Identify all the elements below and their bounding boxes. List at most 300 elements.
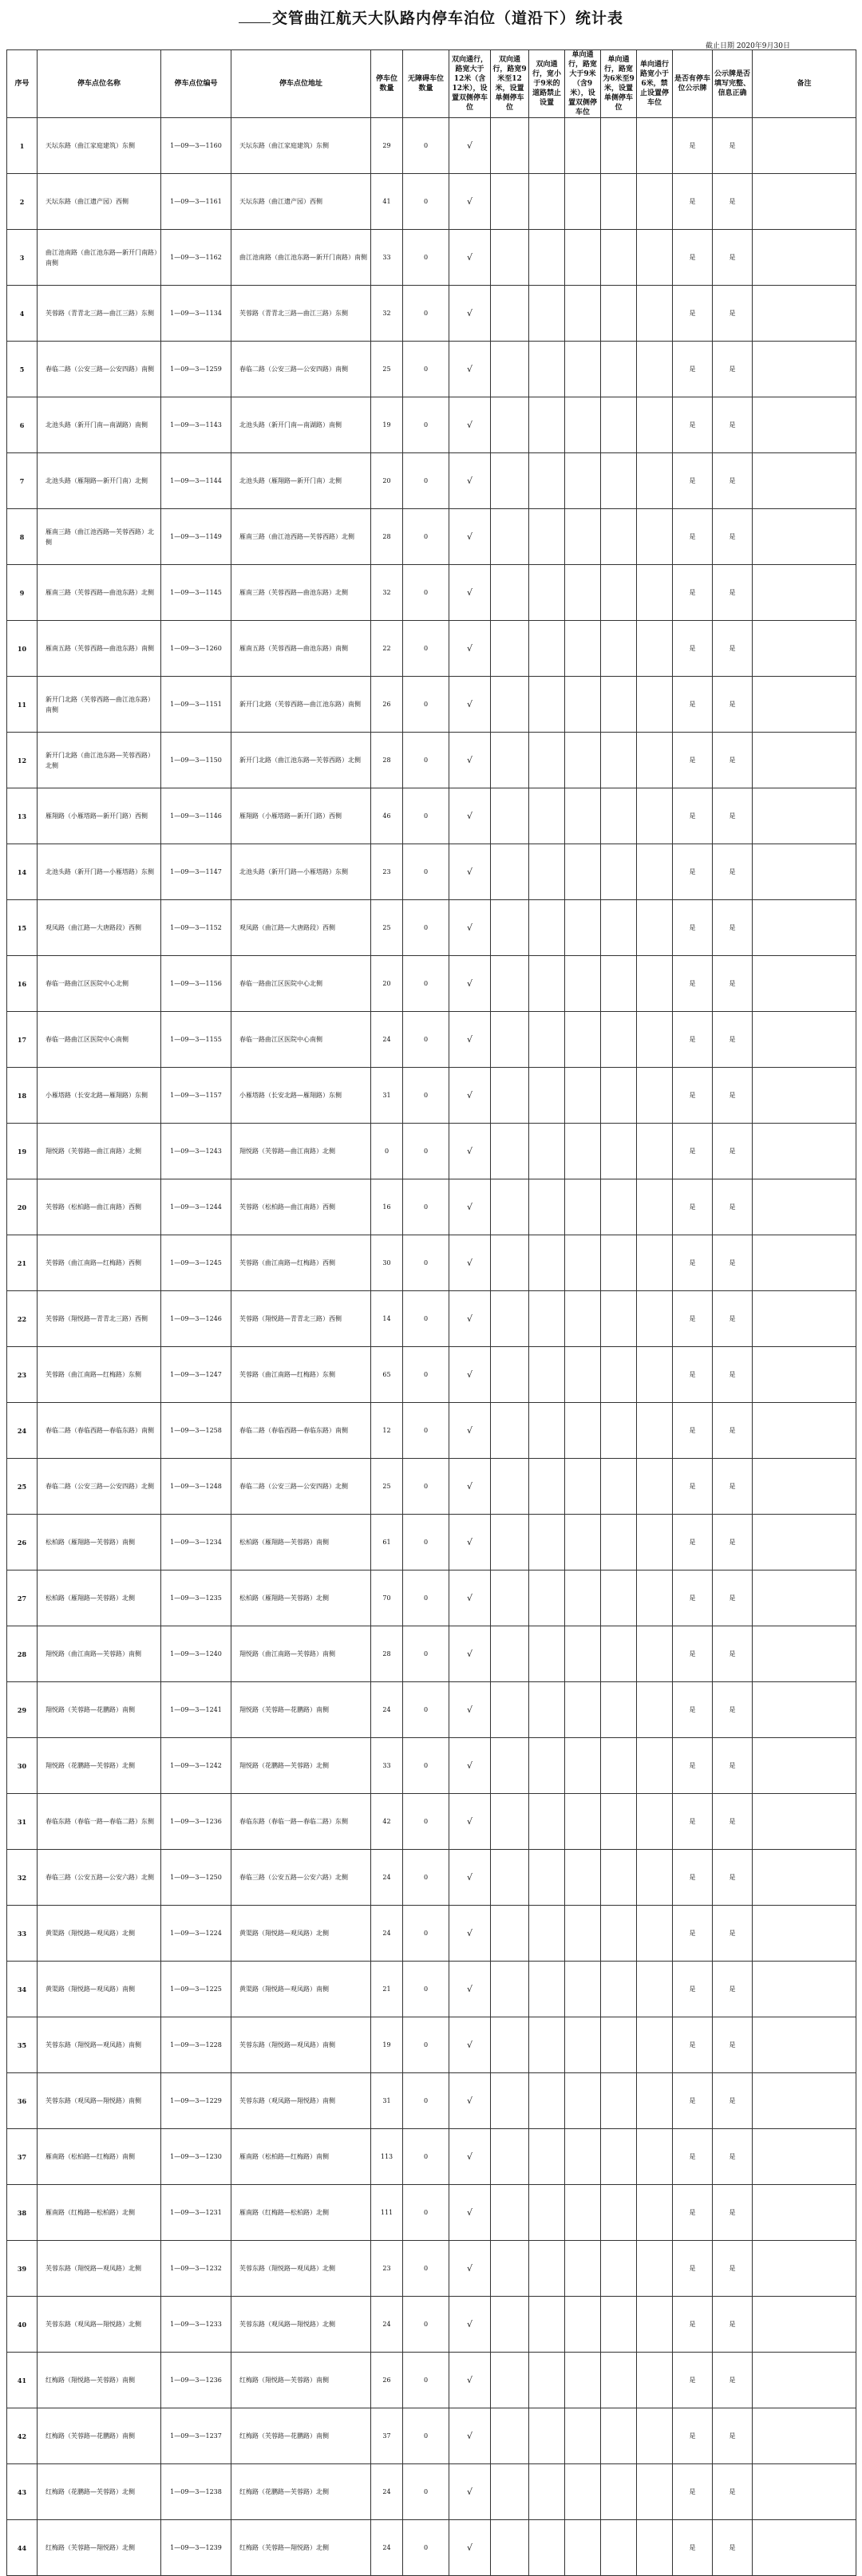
spot-address: 翔悦路（曲江南路—芙蓉路）南侧 xyxy=(231,1626,371,1682)
remark xyxy=(753,1403,856,1459)
rule-mark xyxy=(565,621,601,677)
rule-mark xyxy=(529,956,565,1012)
spot-name: 芙蓉路（青青北三路—曲江三路）东侧 xyxy=(38,286,161,342)
rule-mark xyxy=(565,1347,601,1403)
rule-mark xyxy=(491,1124,529,1179)
spot-address: 红梅路（芙蓉路—花鹏路）南侧 xyxy=(231,2408,371,2464)
sign-complete: 是 xyxy=(713,1515,753,1570)
row-number: 13 xyxy=(7,788,38,844)
rule-mark xyxy=(565,174,601,230)
spot-code: 1—09—3—1237 xyxy=(161,2408,231,2464)
space-count: 24 xyxy=(371,1682,403,1738)
table-row xyxy=(7,2017,856,2073)
rule-mark xyxy=(601,230,637,286)
spot-code: 1—09—3—1246 xyxy=(161,1291,231,1347)
rule-mark xyxy=(491,1850,529,1906)
rule-mark xyxy=(637,2129,673,2185)
row-number: 31 xyxy=(7,1794,38,1850)
spot-address: 芙蓉东路（观凤路—翔悦路）北侧 xyxy=(231,2297,371,2353)
sign-complete: 是 xyxy=(713,2241,753,2297)
row-number: 36 xyxy=(7,2073,38,2129)
accessible-count: 0 xyxy=(403,2129,449,2185)
rule-mark: √ xyxy=(449,733,491,788)
rule-mark: √ xyxy=(449,621,491,677)
rule-mark xyxy=(601,509,637,565)
spot-name: 春临一路曲江区医院中心北侧 xyxy=(38,956,161,1012)
remark xyxy=(753,2185,856,2241)
accessible-count: 0 xyxy=(403,2464,449,2520)
rule-mark xyxy=(565,1962,601,2017)
has-sign: 是 xyxy=(673,2353,713,2408)
remark xyxy=(753,509,856,565)
space-count: 0 xyxy=(371,1124,403,1179)
rule-mark: √ xyxy=(449,1403,491,1459)
remark xyxy=(753,1179,856,1235)
spot-address: 雁南五路（芙蓉西路—曲池东路）南侧 xyxy=(231,621,371,677)
remark xyxy=(753,286,856,342)
remark xyxy=(753,1570,856,1626)
accessible-count: 0 xyxy=(403,342,449,397)
remark xyxy=(753,397,856,453)
spot-address: 芙蓉路（曲江南路—红梅路）东侧 xyxy=(231,1347,371,1403)
row-number: 7 xyxy=(7,453,38,509)
header-cell: 单向通行，路宽大于9米（含9米），设置双侧停车位 xyxy=(565,50,601,118)
table-row xyxy=(7,2185,856,2241)
accessible-count: 0 xyxy=(403,1179,449,1235)
rule-mark: √ xyxy=(449,2520,491,2576)
rule-mark: √ xyxy=(449,1626,491,1682)
spot-name: 芙蓉路（松柏路—曲江南路）西侧 xyxy=(38,1179,161,1235)
table-row xyxy=(7,1179,856,1235)
rule-mark xyxy=(565,453,601,509)
rule-mark xyxy=(601,1682,637,1738)
has-sign: 是 xyxy=(673,565,713,621)
rule-mark: √ xyxy=(449,1906,491,1962)
rule-mark xyxy=(637,677,673,733)
spot-name: 新开门北路（曲江池东路—芙蓉西路）北侧 xyxy=(38,733,161,788)
rule-mark xyxy=(529,1347,565,1403)
space-count: 26 xyxy=(371,677,403,733)
rule-mark xyxy=(601,2520,637,2576)
row-number: 19 xyxy=(7,1124,38,1179)
row-number: 35 xyxy=(7,2017,38,2073)
spot-name: 芙蓉东路（翔悦路—观凤路）南侧 xyxy=(38,2017,161,2073)
sign-complete: 是 xyxy=(713,1682,753,1738)
row-number: 25 xyxy=(7,1459,38,1515)
spot-address: 芙蓉东路（观凤路—翔悦路）南侧 xyxy=(231,2073,371,2129)
table-row xyxy=(7,1012,856,1068)
has-sign: 是 xyxy=(673,844,713,900)
rule-mark xyxy=(601,2241,637,2297)
rule-mark xyxy=(601,2464,637,2520)
accessible-count: 0 xyxy=(403,174,449,230)
accessible-count: 0 xyxy=(403,1962,449,2017)
sign-complete: 是 xyxy=(713,2129,753,2185)
rule-mark xyxy=(529,1403,565,1459)
sign-complete: 是 xyxy=(713,1291,753,1347)
rule-mark xyxy=(565,1124,601,1179)
has-sign: 是 xyxy=(673,1906,713,1962)
space-count: 22 xyxy=(371,621,403,677)
table-row xyxy=(7,1403,856,1459)
rule-mark: √ xyxy=(449,509,491,565)
row-number: 23 xyxy=(7,1347,38,1403)
spot-code: 1—09—3—1143 xyxy=(161,397,231,453)
remark xyxy=(753,677,856,733)
has-sign: 是 xyxy=(673,1962,713,2017)
table-row xyxy=(7,1068,856,1124)
sign-complete: 是 xyxy=(713,1850,753,1906)
accessible-count: 0 xyxy=(403,677,449,733)
accessible-count: 0 xyxy=(403,733,449,788)
rule-mark xyxy=(491,2129,529,2185)
rule-mark xyxy=(565,509,601,565)
remark xyxy=(753,2520,856,2576)
table-row xyxy=(7,1459,856,1515)
rule-mark xyxy=(601,118,637,174)
rule-mark: √ xyxy=(449,677,491,733)
spot-address: 新开门北路（芙蓉西路—曲江池东路）南侧 xyxy=(231,677,371,733)
spot-name: 芙蓉路（翔悦路—青青北三路）西侧 xyxy=(38,1291,161,1347)
rule-mark xyxy=(601,565,637,621)
row-number: 4 xyxy=(7,286,38,342)
sign-complete: 是 xyxy=(713,1347,753,1403)
row-number: 42 xyxy=(7,2408,38,2464)
rule-mark xyxy=(601,2408,637,2464)
header-cell: 停车点位地址 xyxy=(231,50,371,118)
remark xyxy=(753,1738,856,1794)
spot-address: 黄渠路（翔悦路—观凤路）北侧 xyxy=(231,1906,371,1962)
table-row xyxy=(7,286,856,342)
rule-mark xyxy=(529,2073,565,2129)
spot-name: 芙蓉东路（翔悦路—观凤路）北侧 xyxy=(38,2241,161,2297)
spot-address: 雁南三路（芙蓉西路—曲池东路）北侧 xyxy=(231,565,371,621)
row-number: 2 xyxy=(7,174,38,230)
rule-mark xyxy=(637,733,673,788)
accessible-count: 0 xyxy=(403,2408,449,2464)
has-sign: 是 xyxy=(673,1124,713,1179)
spot-code: 1—09—3—1241 xyxy=(161,1682,231,1738)
spot-address: 北池头路（新开门路—小雁塔路）东侧 xyxy=(231,844,371,900)
spot-code: 1—09—3—1260 xyxy=(161,621,231,677)
has-sign: 是 xyxy=(673,1347,713,1403)
rule-mark xyxy=(565,1291,601,1347)
spot-name: 天坛东路（曲江遗产园）西侧 xyxy=(38,174,161,230)
rule-mark xyxy=(601,174,637,230)
rule-mark xyxy=(601,1794,637,1850)
spot-name: 红梅路（翔悦路—芙蓉路）南侧 xyxy=(38,2353,161,2408)
table-row xyxy=(7,1906,856,1962)
spot-address: 春临二路（公安三路—公安四路）南侧 xyxy=(231,342,371,397)
rule-mark: √ xyxy=(449,1068,491,1124)
sign-complete: 是 xyxy=(713,900,753,956)
rule-mark xyxy=(637,621,673,677)
rule-mark xyxy=(491,1906,529,1962)
row-number: 10 xyxy=(7,621,38,677)
table-row xyxy=(7,1682,856,1738)
rule-mark xyxy=(565,2241,601,2297)
remark xyxy=(753,956,856,1012)
header-cell: 双向通行，路宽大于12米（含12米），设置双侧停车位 xyxy=(449,50,491,118)
rule-mark xyxy=(529,342,565,397)
spot-address: 春临三路（公安五路—公安六路）北侧 xyxy=(231,1850,371,1906)
has-sign: 是 xyxy=(673,286,713,342)
row-number: 17 xyxy=(7,1012,38,1068)
spot-code: 1—09—3—1157 xyxy=(161,1068,231,1124)
spot-address: 芙蓉路（曲江南路—红梅路）西侧 xyxy=(231,1235,371,1291)
sign-complete: 是 xyxy=(713,2408,753,2464)
spot-address: 芙蓉路（青青北三路—曲江三路）东侧 xyxy=(231,286,371,342)
rule-mark xyxy=(491,2520,529,2576)
rule-mark xyxy=(491,174,529,230)
rule-mark xyxy=(601,342,637,397)
rule-mark xyxy=(565,1459,601,1515)
table-row xyxy=(7,1515,856,1570)
header-cell: 无障碍车位数量 xyxy=(403,50,449,118)
spot-address: 芙蓉东路（翔悦路—观凤路）北侧 xyxy=(231,2241,371,2297)
table-row xyxy=(7,565,856,621)
has-sign: 是 xyxy=(673,677,713,733)
spot-address: 春临一路曲江区医院中心南侧 xyxy=(231,1012,371,1068)
has-sign: 是 xyxy=(673,2408,713,2464)
header-cell: 停车位数量 xyxy=(371,50,403,118)
spot-code: 1—09—3—1238 xyxy=(161,2464,231,2520)
rule-mark xyxy=(565,1179,601,1235)
rule-mark xyxy=(491,2073,529,2129)
spot-address: 翔悦路（芙蓉路—花鹏路）南侧 xyxy=(231,1682,371,1738)
has-sign: 是 xyxy=(673,2073,713,2129)
rule-mark xyxy=(637,174,673,230)
rule-mark xyxy=(565,677,601,733)
sign-complete: 是 xyxy=(713,230,753,286)
spot-name: 北池头路（新开门路—小雁塔路）东侧 xyxy=(38,844,161,900)
has-sign: 是 xyxy=(673,2185,713,2241)
spot-code: 1—09—3—1259 xyxy=(161,342,231,397)
rule-mark xyxy=(601,1068,637,1124)
rule-mark xyxy=(565,1570,601,1626)
accessible-count: 0 xyxy=(403,2185,449,2241)
remark xyxy=(753,2073,856,2129)
sign-complete: 是 xyxy=(713,2185,753,2241)
accessible-count: 0 xyxy=(403,1347,449,1403)
remark xyxy=(753,2241,856,2297)
rule-mark xyxy=(491,2241,529,2297)
header-cell: 停车点位编号 xyxy=(161,50,231,118)
has-sign: 是 xyxy=(673,2520,713,2576)
table-row xyxy=(7,509,856,565)
space-count: 28 xyxy=(371,509,403,565)
spot-code: 1—09—3—1149 xyxy=(161,509,231,565)
sign-complete: 是 xyxy=(713,509,753,565)
spot-address: 黄渠路（翔悦路—观凤路）南侧 xyxy=(231,1962,371,2017)
rule-mark xyxy=(637,900,673,956)
rule-mark xyxy=(637,565,673,621)
remark xyxy=(753,565,856,621)
space-count: 20 xyxy=(371,453,403,509)
accessible-count: 0 xyxy=(403,956,449,1012)
row-number: 39 xyxy=(7,2241,38,2297)
spot-name: 红梅路（花鹏路—芙蓉路）北侧 xyxy=(38,2464,161,2520)
spot-address: 翔悦路（芙蓉路—曲江南路）北侧 xyxy=(231,1124,371,1179)
rule-mark xyxy=(637,286,673,342)
space-count: 24 xyxy=(371,1906,403,1962)
remark xyxy=(753,621,856,677)
rule-mark: √ xyxy=(449,1850,491,1906)
rule-mark xyxy=(565,2185,601,2241)
spot-address: 翔悦路（花鹏路—芙蓉路）北侧 xyxy=(231,1738,371,1794)
space-count: 32 xyxy=(371,565,403,621)
rule-mark xyxy=(601,1291,637,1347)
rule-mark xyxy=(491,1682,529,1738)
rule-mark xyxy=(565,2073,601,2129)
rule-mark xyxy=(529,900,565,956)
rule-mark: √ xyxy=(449,1459,491,1515)
rule-mark xyxy=(565,1850,601,1906)
accessible-count: 0 xyxy=(403,397,449,453)
rule-mark xyxy=(529,1850,565,1906)
table-row xyxy=(7,1124,856,1179)
accessible-count: 0 xyxy=(403,1682,449,1738)
spot-code: 1—09—3—1161 xyxy=(161,174,231,230)
rule-mark xyxy=(529,2241,565,2297)
rule-mark xyxy=(565,2297,601,2353)
rule-mark xyxy=(529,2185,565,2241)
spot-address: 红梅路（芙蓉路—翔悦路）北侧 xyxy=(231,2520,371,2576)
rule-mark xyxy=(565,2129,601,2185)
remark xyxy=(753,342,856,397)
sign-complete: 是 xyxy=(713,788,753,844)
rule-mark: √ xyxy=(449,956,491,1012)
rule-mark xyxy=(565,1068,601,1124)
spot-code: 1—09—3—1229 xyxy=(161,2073,231,2129)
rule-mark xyxy=(637,397,673,453)
rule-mark xyxy=(491,1570,529,1626)
sign-complete: 是 xyxy=(713,1459,753,1515)
rule-mark xyxy=(529,2464,565,2520)
spot-name: 北池头路（新开门南—南湖路）南侧 xyxy=(38,397,161,453)
rule-mark xyxy=(529,788,565,844)
sign-complete: 是 xyxy=(713,1906,753,1962)
rule-mark xyxy=(529,2297,565,2353)
row-number: 37 xyxy=(7,2129,38,2185)
has-sign: 是 xyxy=(673,1459,713,1515)
rule-mark xyxy=(601,397,637,453)
spot-address: 曲江池南路（曲江池东路—新开门南路）南侧 xyxy=(231,230,371,286)
spot-code: 1—09—3—1151 xyxy=(161,677,231,733)
accessible-count: 0 xyxy=(403,1850,449,1906)
rule-mark xyxy=(637,2241,673,2297)
row-number: 5 xyxy=(7,342,38,397)
row-number: 34 xyxy=(7,1962,38,2017)
has-sign: 是 xyxy=(673,900,713,956)
spot-code: 1—09—3—1248 xyxy=(161,1459,231,1515)
spot-code: 1—09—3—1155 xyxy=(161,1012,231,1068)
accessible-count: 0 xyxy=(403,2017,449,2073)
rule-mark xyxy=(637,1347,673,1403)
row-number: 1 xyxy=(7,118,38,174)
rule-mark xyxy=(637,1850,673,1906)
sign-complete: 是 xyxy=(713,1124,753,1179)
accessible-count: 0 xyxy=(403,118,449,174)
accessible-count: 0 xyxy=(403,1626,449,1682)
spot-address: 春临二路（春临西路—春临东路）南侧 xyxy=(231,1403,371,1459)
row-number: 12 xyxy=(7,733,38,788)
spot-name: 芙蓉路（曲江南路—红梅路）西侧 xyxy=(38,1235,161,1291)
rule-mark xyxy=(491,1794,529,1850)
has-sign: 是 xyxy=(673,621,713,677)
spot-name: 雁南路（松柏路—红梅路）南侧 xyxy=(38,2129,161,2185)
sign-complete: 是 xyxy=(713,677,753,733)
rule-mark xyxy=(601,621,637,677)
rule-mark xyxy=(491,1347,529,1403)
rule-mark xyxy=(637,509,673,565)
rule-mark: √ xyxy=(449,1124,491,1179)
accessible-count: 0 xyxy=(403,1235,449,1291)
has-sign: 是 xyxy=(673,1626,713,1682)
rule-mark xyxy=(565,900,601,956)
spot-name: 天坛东路（曲江家庭建筑）东侧 xyxy=(38,118,161,174)
spot-code: 1—09—3—1145 xyxy=(161,565,231,621)
rule-mark xyxy=(637,2520,673,2576)
remark xyxy=(753,1682,856,1738)
rule-mark xyxy=(529,1626,565,1682)
sign-complete: 是 xyxy=(713,1738,753,1794)
space-count: 24 xyxy=(371,1850,403,1906)
space-count: 24 xyxy=(371,1012,403,1068)
space-count: 37 xyxy=(371,2408,403,2464)
table-row xyxy=(7,174,856,230)
rule-mark xyxy=(601,1124,637,1179)
header-cell: 单向通行路宽小于6米，禁止设置停车位 xyxy=(637,50,673,118)
sign-complete: 是 xyxy=(713,174,753,230)
spot-address: 芙蓉东路（翔悦路—观凤路）南侧 xyxy=(231,2017,371,2073)
rule-mark: √ xyxy=(449,2408,491,2464)
spot-code: 1—09—3—1235 xyxy=(161,1570,231,1626)
space-count: 25 xyxy=(371,1459,403,1515)
sign-complete: 是 xyxy=(713,1962,753,2017)
rule-mark: √ xyxy=(449,230,491,286)
rule-mark xyxy=(637,956,673,1012)
rule-mark xyxy=(565,565,601,621)
accessible-count: 0 xyxy=(403,1124,449,1179)
sign-complete: 是 xyxy=(713,286,753,342)
rule-mark xyxy=(637,2353,673,2408)
row-number: 26 xyxy=(7,1515,38,1570)
rule-mark xyxy=(529,453,565,509)
space-count: 32 xyxy=(371,286,403,342)
rule-mark xyxy=(601,1850,637,1906)
rule-mark xyxy=(565,1235,601,1291)
rule-mark xyxy=(601,2297,637,2353)
remark xyxy=(753,1850,856,1906)
accessible-count: 0 xyxy=(403,621,449,677)
spot-name: 雁南路（红梅路—松柏路）北侧 xyxy=(38,2185,161,2241)
row-number: 24 xyxy=(7,1403,38,1459)
header-cell: 双向通行，路宽9米至12米，设置单侧停车位 xyxy=(491,50,529,118)
table-row xyxy=(7,2129,856,2185)
rule-mark xyxy=(601,1906,637,1962)
rule-mark xyxy=(637,2017,673,2073)
space-count: 33 xyxy=(371,230,403,286)
rule-mark xyxy=(565,956,601,1012)
remark xyxy=(753,1906,856,1962)
space-count: 46 xyxy=(371,788,403,844)
rule-mark xyxy=(565,2017,601,2073)
sign-complete: 是 xyxy=(713,2464,753,2520)
rule-mark xyxy=(637,844,673,900)
table-row xyxy=(7,1626,856,1682)
spot-code: 1—09—3—1240 xyxy=(161,1626,231,1682)
